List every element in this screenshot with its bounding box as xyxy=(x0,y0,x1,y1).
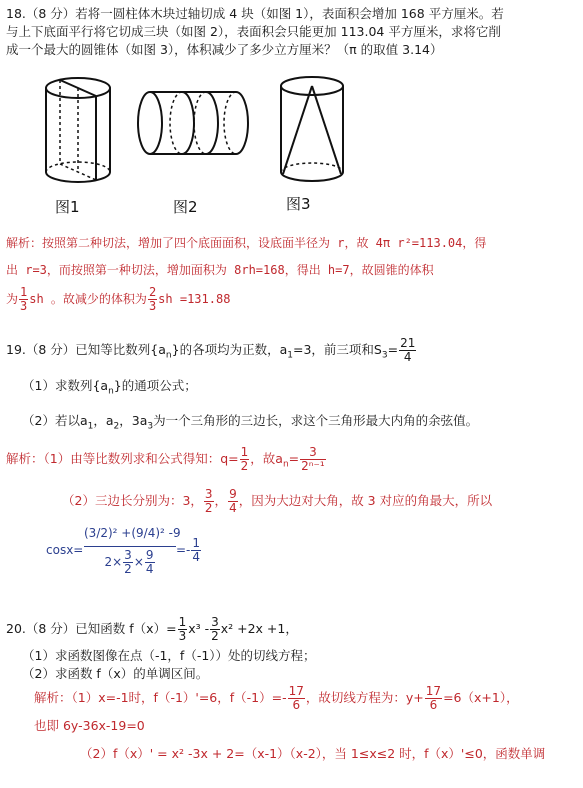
text: 2× xyxy=(104,555,123,569)
fraction-two-thirds xyxy=(148,286,157,313)
q20-part1: （1）求函数图像在点（-1，f（-1））处的切线方程； xyxy=(22,648,316,663)
q20-solution-1b: 也即 6y-36x-19=0 xyxy=(34,718,145,733)
text: （2）若以a xyxy=(22,413,88,428)
text: }的各项均为正数，a xyxy=(171,342,288,357)
fraction-one-third xyxy=(19,286,28,313)
denominator: 4 xyxy=(403,350,412,364)
q20-solution-1 xyxy=(34,681,519,715)
numerator: 3 xyxy=(124,548,132,562)
denominator: 6 xyxy=(292,698,301,712)
fraction-1-4 xyxy=(191,537,201,564)
text: （2）三边长分别为：3， xyxy=(62,493,203,508)
text: = xyxy=(288,451,300,466)
denominator: 2ⁿ⁻¹ xyxy=(301,459,325,473)
q19-solution-2 xyxy=(62,484,492,518)
numerator: 17 xyxy=(425,684,442,698)
q20-solution-2: （2）f（x）' = x² -3x + 2=（x-1）（x-2），当 1≤x≤2 时，f（x）'≤0，函数单调 xyxy=(80,746,546,761)
denominator: 6 xyxy=(429,698,438,712)
text: × xyxy=(133,555,144,569)
denominator: 4 xyxy=(192,550,201,564)
text: =6（x+1）， xyxy=(443,690,519,705)
text: 20.（8 分）已知函数 f（x）= xyxy=(6,621,177,636)
text: =- xyxy=(176,543,191,557)
fraction-17-6 xyxy=(288,685,305,712)
fraction-q xyxy=(240,446,250,473)
figure-3-cone-in-cylinder xyxy=(274,72,350,190)
fraction xyxy=(145,549,155,576)
q20-part2: （2）求函数 f（x）的单调区间。 xyxy=(22,666,209,681)
denominator: 2 xyxy=(124,562,132,576)
denominator: 2 xyxy=(211,629,219,643)
text: 19.（8 分）已知等比数列{a xyxy=(6,342,166,357)
q19-stem: 19.（8 分）已知等比数列$\{a_n\}$的各项均为正数，$a_1=3$，前三项和$S_3=$ $\frac{21}{4}$ xyxy=(6,336,416,364)
cos-result xyxy=(176,535,202,565)
q18-stem-line3: 成一个最大的圆锥体（如图 3），体积减少了多少立方厘米？（π 的取值 3.14） xyxy=(6,42,443,57)
q18-solution-line3 xyxy=(6,284,230,314)
numerator: 21 xyxy=(400,336,416,350)
text: ，3a xyxy=(119,413,148,428)
figure-3-caption: 图3 xyxy=(286,195,311,213)
fraction-17-6 xyxy=(425,685,442,712)
cos-formula xyxy=(84,520,181,577)
numerator: 1 xyxy=(20,285,28,299)
cos-label: cosx= xyxy=(46,543,84,557)
denominator: 2 xyxy=(204,501,213,515)
q18-solution-line1: 解析：按照第二种切法，增加了四个底面面积，设底面半径为 r，故 4π r²=113.04，得 xyxy=(6,236,487,250)
numerator: 2 xyxy=(148,285,157,299)
q20-stem xyxy=(6,612,298,646)
denominator: 4 xyxy=(145,562,154,576)
denominator: 2 xyxy=(240,459,249,473)
q18-stem-line1: 18.（8 分）若将一圆柱体木块过轴切成 4 块（如图 1），表面积会增加 168 平方厘米。若 xyxy=(6,6,504,21)
text: 为 xyxy=(6,292,19,306)
text: sh =131.88 xyxy=(158,292,231,306)
q18-stem-line2: 与上下底面平行将它切成三块（如图 2），表面积会只能更加 113.04 平方厘米，求将它削 xyxy=(6,24,501,39)
text: x² +2x +1， xyxy=(220,621,298,636)
q18-solution-line2: 出 r=3，而按照第一种切法，增加面积为 8rh=168，得出 h=7，故圆锥的体积 xyxy=(6,263,434,277)
numerator: 1 xyxy=(178,615,187,629)
numerator: 3 xyxy=(211,615,219,629)
text: ，故切线方程为：y+ xyxy=(305,690,424,705)
numerator: 17 xyxy=(288,684,304,698)
q19-solution-1: 解析：（1）由等比数列求和公式得知：q= $\frac{1}{2}$ ，故$a_n=$ $\frac{3}{\text{2ⁿ⁻¹}}$ xyxy=(6,445,325,473)
text: ，故a xyxy=(250,451,283,466)
denominator: 3 xyxy=(20,299,28,313)
figure-1-caption: 图1 xyxy=(55,198,80,216)
figure-2-cylinder xyxy=(134,88,254,158)
text: =3，前三项和S xyxy=(293,342,382,357)
fraction-3-2 xyxy=(210,616,220,643)
numerator: 1 xyxy=(240,445,249,459)
q19-part2: （2）若以$a_1$，$a_2$，$3a_3$为一个三角形的三边长，求这个三角形最大内角的余弦值。 xyxy=(22,413,479,432)
denominator: 3 xyxy=(178,629,187,643)
text: 为一个三角形的三边长，求这个三角形最大内角的余弦值。 xyxy=(153,413,479,428)
numerator: 9 xyxy=(229,487,237,501)
fraction-an xyxy=(300,446,326,473)
q19-part1: （1）求数列$\{a_n\}$的通项公式； xyxy=(22,378,197,397)
cos-denominator xyxy=(84,547,176,577)
fraction-3-2 xyxy=(204,488,214,515)
numerator: 1 xyxy=(192,536,201,550)
cos-numerator: (3/2)² +(9/4)² -9 xyxy=(84,520,176,547)
text: }的通项公式； xyxy=(113,378,197,393)
text: 解析：（1）x=-1时，f（-1）'=6，f（-1）=- xyxy=(34,690,287,705)
text: （1）求数列{a xyxy=(22,378,109,393)
figure-1-cylinder xyxy=(40,72,120,190)
fraction-21-4 xyxy=(399,337,416,364)
figure-2-caption: 图2 xyxy=(173,198,198,216)
fraction-9-4 xyxy=(228,488,238,515)
fraction-1-3 xyxy=(178,616,188,643)
text: ， xyxy=(214,493,228,508)
text: sh 。故减少的体积为 xyxy=(29,292,147,306)
numerator: 9 xyxy=(145,548,154,562)
numerator: 3 xyxy=(204,487,213,501)
numerator: 3 xyxy=(300,446,326,460)
text: = xyxy=(387,342,399,357)
denominator: 3 xyxy=(148,299,157,313)
denominator: 4 xyxy=(229,501,237,515)
fraction xyxy=(123,549,133,576)
text: ，a xyxy=(93,413,114,428)
text: ，因为大边对大角，故 3 对应的角最大，所以 xyxy=(238,493,493,508)
text: 解析：（1）由等比数列求和公式得知：q= xyxy=(6,451,239,466)
text: x³ - xyxy=(188,621,210,636)
